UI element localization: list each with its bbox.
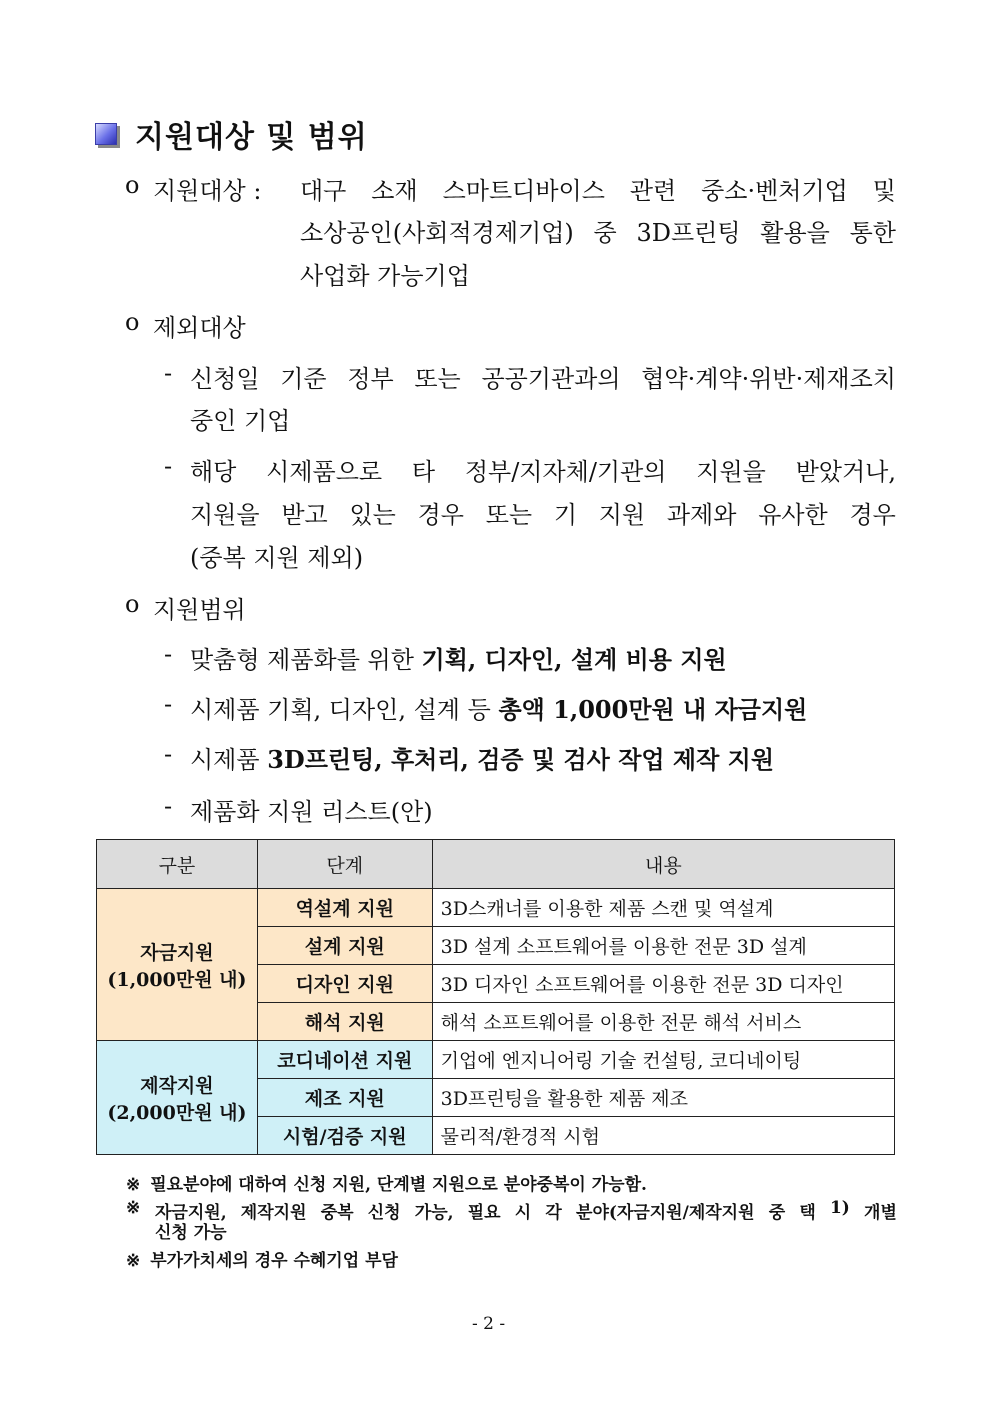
word: 받았거나, <box>795 458 896 486</box>
exclusion-label: 제외대상 <box>153 314 246 342</box>
content-cell: 3D프린팅을 활용한 제품 제조 <box>432 1079 894 1117</box>
table-header: 내용 <box>432 840 894 889</box>
word: 지원 <box>598 501 646 529</box>
word: 스마트디바이스 <box>442 177 605 205</box>
note-mark: ※ <box>126 1198 141 1218</box>
content-cell: 물리적/환경적 시험 <box>432 1117 894 1155</box>
scope-item-normal: 맞춤형 제품화를 위한 <box>190 646 422 674</box>
table-header-row <box>97 840 895 889</box>
exclusion-line <box>190 495 896 530</box>
square-bullet-icon <box>95 123 117 145</box>
scope-item-bold: 3D프린팅, 후처리, 검증 및 검사 작업 제작 지원 <box>267 745 775 774</box>
section-title-text: 지원대상 및 범위 <box>135 120 368 155</box>
exclusion-dash: - <box>164 452 173 480</box>
word: 중 <box>768 1203 786 1223</box>
note-line <box>155 1198 897 1223</box>
word: 경우 <box>849 501 896 529</box>
category-limit: (1,000만원 내) <box>107 968 247 991</box>
scope-item-normal: 시제품 <box>190 746 268 774</box>
note <box>126 1170 647 1195</box>
category-name: 자금지원 <box>140 941 214 964</box>
target-bullet: o <box>125 171 140 199</box>
word: 분야(자금지원/제작지원 <box>576 1203 755 1223</box>
word: 및 <box>872 177 896 205</box>
word: 중소·벤처기업 <box>701 177 848 205</box>
word: 유사한 <box>758 501 828 529</box>
word: 중복 <box>320 1203 354 1223</box>
table-row <box>97 889 895 927</box>
stage-cell: 해석 지원 <box>257 1003 432 1041</box>
exclusion-line <box>190 452 896 487</box>
word: 3D프린팅 <box>636 219 741 247</box>
support-list-table <box>96 839 895 1155</box>
target-label: 지원대상 : <box>153 177 262 205</box>
stage-cell: 설계 지원 <box>257 927 432 965</box>
stage-cell: 역설계 지원 <box>257 889 432 927</box>
stage-cell: 디자인 지원 <box>257 965 432 1003</box>
word: 있는 <box>349 501 396 529</box>
scope-label: 지원범위 <box>153 596 246 624</box>
reference-mark-icon: ※ <box>126 1251 141 1271</box>
content-cell: 3D 설계 소프트웨어를 이용한 전문 3D 설계 <box>432 927 894 965</box>
section-title <box>95 112 368 156</box>
word: 지원을 <box>696 458 766 486</box>
scope-item <box>190 690 807 725</box>
content-cell: 3D스캐너를 이용한 제품 스캔 및 역설계 <box>432 889 894 927</box>
exclusion-dash: - <box>164 359 173 387</box>
category-cell <box>97 1041 258 1155</box>
word: 공공기관과의 <box>481 365 621 393</box>
category-cell <box>97 889 258 1041</box>
word: 협약·계약·위반·제재조치 <box>641 365 896 393</box>
reference-mark-icon: ※ <box>126 1175 141 1195</box>
word: 정부/지자체/기관의 <box>464 458 667 486</box>
word: 또는 <box>485 501 533 529</box>
word: 시제품으로 <box>266 458 383 486</box>
word: 과제와 <box>666 501 737 529</box>
target-line <box>300 171 896 206</box>
exclusion-bullet: o <box>125 308 140 336</box>
word: 또는 <box>414 365 461 393</box>
word: 정부 <box>347 365 394 393</box>
stage-cell: 코디네이션 지원 <box>257 1041 432 1079</box>
word: 제작지원 <box>240 1203 307 1223</box>
exclusion-line <box>190 359 896 394</box>
stage-cell: 제조 지원 <box>257 1079 432 1117</box>
scope-item <box>190 640 727 675</box>
word: 대구 <box>300 177 347 205</box>
word: 해당 <box>190 458 237 486</box>
scope-item <box>190 792 433 827</box>
category-name: 제작지원 <box>140 1074 214 1097</box>
note-line: 신청 가능 <box>155 1223 227 1243</box>
scope-item-bold: 기획, 디자인, 설계 비용 지원 <box>421 645 727 674</box>
exclusion-line: 중인 기업 <box>190 407 291 435</box>
word: 타 <box>411 458 436 486</box>
note <box>126 1246 398 1271</box>
word: 경우 <box>417 501 464 529</box>
content-cell: 3D 디자인 소프트웨어를 이용한 전문 3D 디자인 <box>432 965 894 1003</box>
word: 신청 <box>367 1203 401 1223</box>
scope-dash: - <box>164 792 173 820</box>
word: 활용을 <box>760 219 830 247</box>
word: 소재 <box>371 177 418 205</box>
exclusion-line: (중복 지원 제외) <box>190 544 364 572</box>
word: 신청일 <box>190 365 260 393</box>
word: 기준 <box>280 365 327 393</box>
scope-item-normal: 시제품 기획, 디자인, 설계 등 <box>190 696 499 724</box>
word: 각 <box>545 1203 562 1223</box>
scope-item <box>190 740 774 775</box>
scope-item-normal: 제품화 지원 리스트(안) <box>190 798 433 826</box>
word: 관련 <box>629 177 677 205</box>
page-number: - 2 - <box>472 1314 506 1334</box>
table-row <box>97 1041 895 1079</box>
word: 중 <box>593 219 617 247</box>
stage-cell: 시험/검증 지원 <box>257 1117 432 1155</box>
word: 택 <box>799 1203 816 1223</box>
target-line: 사업화 가능기업 <box>300 262 470 290</box>
note-text: 부가가치세의 경우 수혜기업 부담 <box>150 1251 398 1271</box>
word: 필요 <box>467 1203 501 1223</box>
content-cell: 기업에 엔지니어링 기술 컨설팅, 코디네이팅 <box>432 1041 894 1079</box>
scope-dash: - <box>164 690 173 718</box>
table-header: 구분 <box>97 840 258 889</box>
scope-bullet: o <box>125 590 140 618</box>
word: 가능, <box>414 1203 454 1223</box>
scope-item-bold: 총액 1,000만원 내 자금지원 <box>498 695 808 724</box>
target-line <box>300 213 896 248</box>
word: 시 <box>514 1203 532 1223</box>
word: 자금지원, <box>155 1203 227 1223</box>
scope-dash: - <box>164 640 173 668</box>
word: 1) <box>829 1198 850 1218</box>
content-cell: 해석 소프트웨어를 이용한 전문 해석 서비스 <box>432 1003 894 1041</box>
category-limit: (2,000만원 내) <box>107 1101 247 1124</box>
word: 통한 <box>849 219 896 247</box>
table-header: 단계 <box>257 840 432 889</box>
word: 소상공인(사회적경제기업) <box>300 219 574 247</box>
word: 개별 <box>864 1203 897 1223</box>
word: 지원을 <box>190 501 260 529</box>
scope-dash: - <box>164 740 173 768</box>
word: 받고 <box>281 501 328 529</box>
word: 기 <box>553 501 577 529</box>
note-text: 필요분야에 대하여 신청 지원, 단계별 지원으로 분야중복이 가능함. <box>150 1175 647 1195</box>
